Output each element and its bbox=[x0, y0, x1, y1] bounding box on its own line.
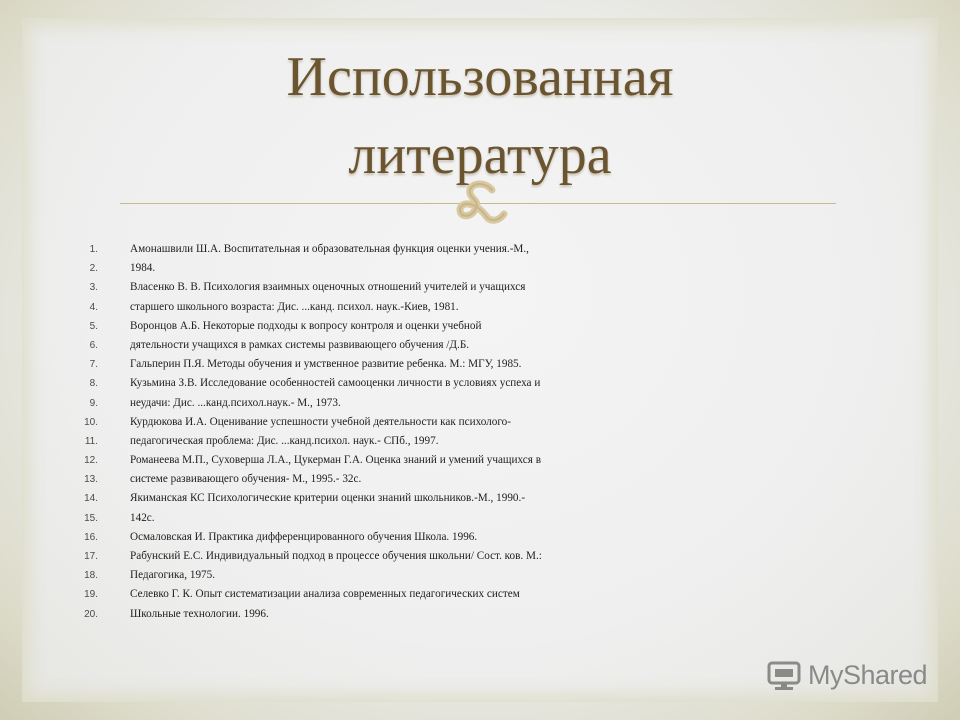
title-line-1: Использованная bbox=[286, 46, 674, 108]
list-item-number: 2. bbox=[89, 263, 98, 275]
list-item-text: Якиманская КС Психологические критерии оценки знаний школьников.-М., 1990.- bbox=[130, 492, 526, 505]
ampersand-ornament-icon bbox=[446, 176, 516, 228]
list-item-text: Школьные технологии. 1996. bbox=[130, 607, 269, 620]
list-item-number: 15. bbox=[84, 512, 98, 524]
list-item-text: Романеева М.П., Суховерша Л.А., Цукерман Г.А. Оценка знаний и умений учащихся в bbox=[130, 454, 541, 467]
list-item-number: 11. bbox=[84, 435, 98, 447]
list-item-number: 20. bbox=[84, 608, 98, 620]
list-item-number: 13. bbox=[84, 474, 98, 486]
list-item-text: системе развивающего обучения- М., 1995.- 32с. bbox=[130, 473, 362, 486]
list-item-text: Власенко В. В. Психология взаимных оценочных отношений учителей и учащихся bbox=[130, 281, 526, 294]
list-item-text: неудачи: Дис. ...канд.психол.наук.- М., 1973. bbox=[130, 396, 341, 409]
list-item-text: Кузьмина З.В. Исследование особенностей самооценки личности в условиях успеха и bbox=[130, 377, 541, 390]
list-item-number: 9. bbox=[89, 397, 98, 409]
list-item-number: 14. bbox=[84, 493, 98, 505]
slide-title bbox=[0, 38, 960, 194]
list-item-text: педагогическая проблема: Дис. ...канд.психол. наук.- СПб., 1997. bbox=[130, 434, 439, 447]
list-item-number: 1. bbox=[89, 244, 98, 255]
list-item-text: 142с. bbox=[130, 511, 155, 524]
list-item-text: дятельности учащихся в рамках системы развивающего обучения /Д.Б. bbox=[130, 338, 470, 351]
list-item-number: 16. bbox=[84, 531, 98, 543]
myshared-watermark[interactable] bbox=[766, 655, 927, 695]
list-item-number: 5. bbox=[89, 320, 98, 332]
list-item-text: Рабунский Е.С. Индивидуальный подход в процессе обучения школьни/ Сост. ков. М.: bbox=[130, 550, 542, 562]
list-item-text: 1984. bbox=[130, 262, 156, 275]
list-item-number: 4. bbox=[89, 301, 98, 313]
list-item-text: Селевко Г. К. Опыт систематизации анализа современных педагогических систем bbox=[130, 588, 520, 601]
list-item-text: Воронцов А.Б. Некоторые подходы к вопросу контроля и оценки учебной bbox=[130, 319, 482, 332]
list-item-text: Педагогика, 1975. bbox=[130, 569, 216, 582]
list-item-number: 12. bbox=[84, 455, 98, 467]
list-item-number: 17. bbox=[84, 551, 98, 562]
title-line-2: литература bbox=[348, 124, 612, 186]
list-item-text: Гальперин П.Я. Методы обучения и умственное развитие ребенка. М.: МГУ, 1985. bbox=[130, 358, 522, 371]
list-item-text: Амонашвили Ш.А. Воспитательная и образовательная функция оценки учения.-М., bbox=[130, 243, 529, 255]
list-item-number: 18. bbox=[84, 570, 98, 582]
list-item-number: 3. bbox=[89, 282, 98, 294]
list-item-text: Осмаловская И. Практика дифференцированного обучения Школа. 1996. bbox=[130, 530, 478, 543]
myshared-logo-icon bbox=[766, 657, 802, 693]
list-item-number: 10. bbox=[84, 416, 98, 428]
list-item-number: 7. bbox=[89, 359, 98, 371]
watermark-text: MyShared bbox=[808, 659, 928, 690]
list-item-number: 19. bbox=[84, 589, 98, 601]
list-item-number: 6. bbox=[89, 339, 98, 351]
list-item-text: Курдюкова И.А. Оценивание успешности учебной деятельности как психолого- bbox=[130, 415, 511, 428]
list-item-number: 8. bbox=[89, 378, 98, 390]
list-item-text: старшего школьного возраста: Дис. ...канд. психол. наук.-Киев, 1981. bbox=[130, 300, 459, 313]
